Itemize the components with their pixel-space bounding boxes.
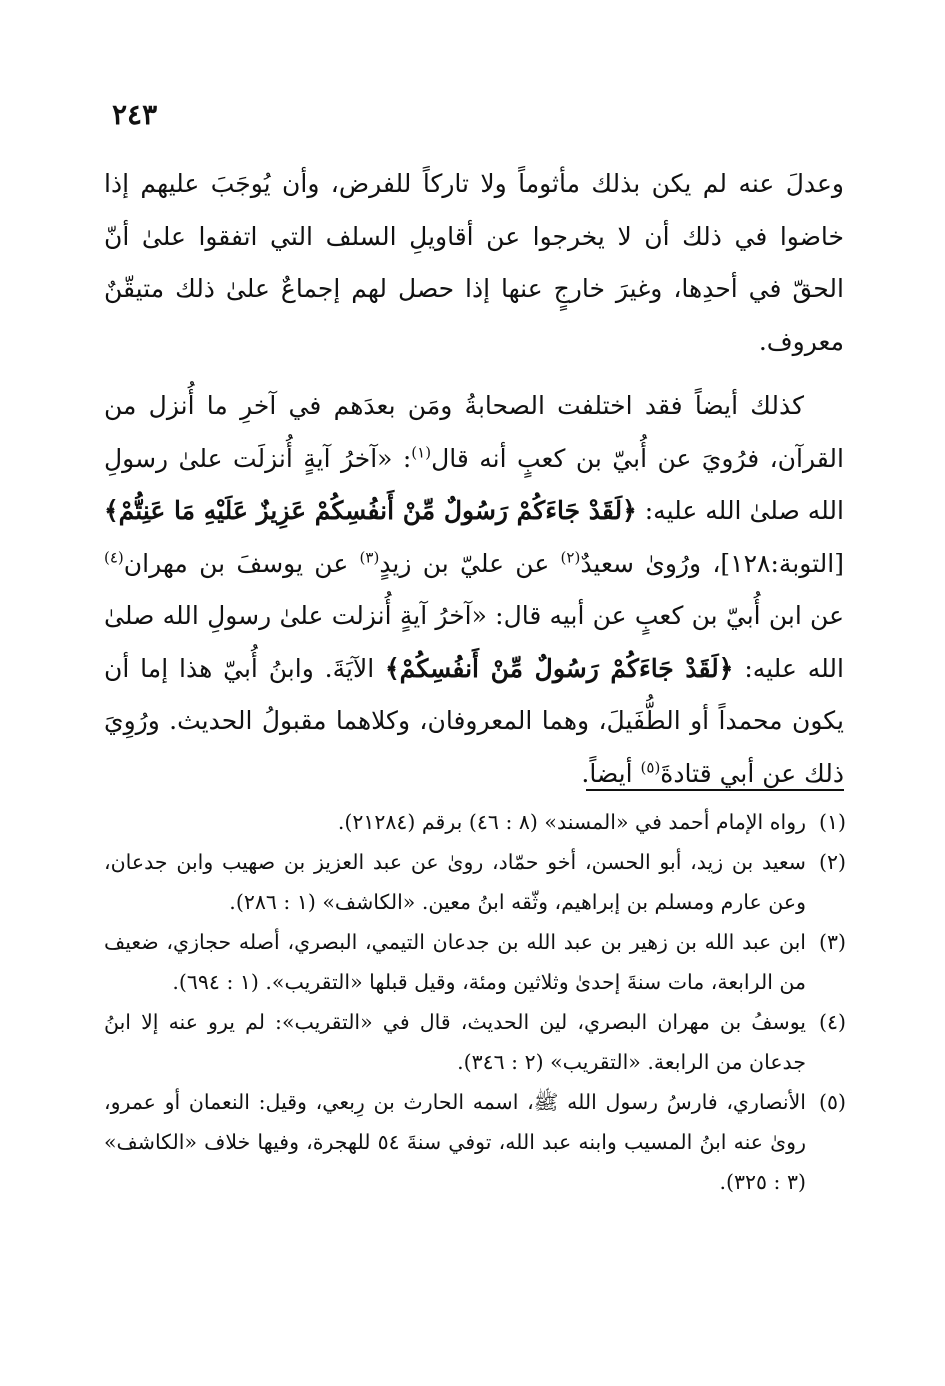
footnote-separator — [586, 789, 844, 791]
quran-verse-2: ﴿لَقَدْ جَاءَكُمْ رَسُولٌ مِّنْ أَنفُسِكُمْ﴾ — [385, 653, 734, 683]
paragraph-2-text: عن ابن أُبيّ بن كعبٍ عن أبيه قال: «آخرُ آيةٍ أُنزلت علىٰ رسولِ الله صلىٰ الله عليه: — [104, 601, 844, 683]
paragraph-2 — [104, 380, 844, 800]
paragraph-1: وعدلَ عنه لم يكن بذلك مأثوماً ولا تاركاً للفرض، وأن يُوجَبَ عليهم إذا خاضوا في ذلك أن لا يخرجوا عن أقاويلِ السلف التي اتفقوا علىٰ أنّ الحقّ في أحدِها، وغيرَ خارجٍ عنها إذا حصل لهم إجماعٌ علىٰ ذلك متيقّنٌ معروف. — [104, 169, 844, 356]
paragraph-2-text: كذلك أيضاً فقد اختلفت الصحابةُ ومَن بعدَهم في آخرِ ما أُنزل من القرآن، فرُويَ عن أُبيّ بن كعبٍ أنه قال — [104, 391, 844, 473]
footnote-text: سعيد بن زيد، أبو الحسن، أخو حمّاد، روىٰ عن عبد العزيز بن صهيب وابن جدعان، وعن عارم ومسلم بن إبراهيم، وثّقه ابنُ معين. «الكاشف» (١ : ٢٨٦). — [104, 850, 806, 914]
footnote-number: (٢) — [818, 850, 846, 874]
footnote-text: رواه الإمام أحمد في «المسند» (٨ : ٤٦) برقم (٢١٢٨٤). — [337, 810, 806, 834]
paragraph-2-text: عن عليّ بن زيدٍ — [379, 548, 561, 578]
footnote-5 — [104, 1082, 846, 1202]
footnote-ref-4: (٤) — [104, 548, 124, 567]
footnote-ref-2: (٢) — [560, 548, 581, 567]
paragraph-2-text: الآيَةَ. وابنُ أُبيّ هذا إما أن يكون محمداً أو الطُّفَيلَ، وهما المعروفان، وكلاهما مقبولُ الحديث. ورُوِيَ ذلك عن أبي قتادةَ — [104, 653, 844, 788]
footnote-1 — [104, 802, 846, 842]
footnotes — [104, 802, 846, 1202]
footnote-number: (٤) — [818, 1010, 846, 1034]
paragraph-2-text: : «آخرُ آيةٍ أُنزلَت علىٰ رسولِ الله صلىٰ الله عليه: — [104, 443, 844, 525]
footnote-text: يوسفُ بن مهران البصري، لين الحديث، قال في «التقريب»: لم يرو عنه إلا ابنُ جدعان من الرابعة. «التقريب» (٢ : ٣٤٦). — [104, 1010, 806, 1074]
quran-verse-1: ﴿لَقَدْ جَاءَكُمْ رَسُولٌ مِّنْ أَنفُسِكُمْ عَزِيزٌ عَلَيْهِ مَا عَنِتُّمْ﴾ — [104, 496, 637, 525]
paragraph-2-text: [التوبة:١٢٨]، ورُوىٰ سعيدٌ — [580, 548, 844, 578]
footnote-4 — [104, 1002, 846, 1082]
footnote-ref-3: (٣) — [359, 548, 380, 567]
page-number: ٢٤٣ — [112, 98, 158, 131]
footnote-2 — [104, 842, 846, 922]
paragraph-2-text: عن يوسفَ بن مهران — [123, 548, 360, 578]
paragraph-2-text: أيضاً. — [581, 758, 641, 788]
footnote-3 — [104, 922, 846, 1002]
footnote-ref-5: (٥) — [640, 758, 661, 777]
footnote-text: الأنصاري، فارسُ رسول الله ﷺ، اسمه الحارث بن رِبعي، وقيل: النعمان أو عمرو، روىٰ عنه ابنُ المسيب وابنه عبد الله، توفي سنةَ ٥٤ للهجرة، وفيها خلاف «الكاشف» (٣ : ٣٢٥). — [104, 1090, 806, 1194]
footnote-number: (٣) — [818, 930, 846, 954]
footnote-text: ابن عبد الله بن زهير بن عبد الله بن جدعان التيمي، البصري، أصله حجازي، ضعيف من الرابعة، مات سنةَ إحدىٰ وثلاثين ومئة، وقيل قبلها «التقريب». (١ : ٦٩٤). — [104, 930, 806, 994]
footnote-number: (١) — [818, 810, 846, 834]
footnote-number: (٥) — [818, 1090, 846, 1114]
footnote-ref-1: (١) — [411, 443, 432, 462]
